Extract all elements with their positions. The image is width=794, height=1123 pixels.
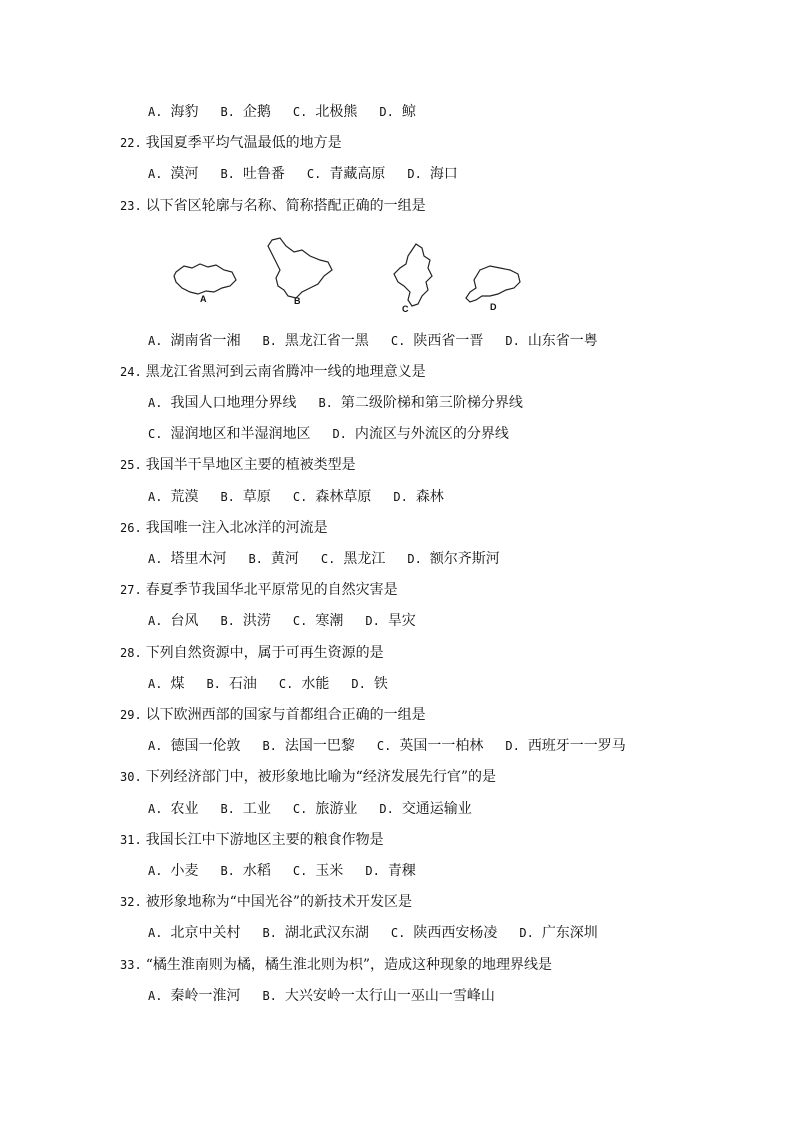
q23-options [148, 331, 620, 351]
option: B. 工业 [220, 801, 271, 817]
option: D. 山东省一粤 [505, 333, 598, 349]
option: A. 秦岭一淮河 [148, 988, 241, 1004]
option: C. 黑龙江 [320, 551, 386, 567]
option: C. 陕西省一晋 [390, 333, 484, 349]
option: D. 交通运输业 [379, 801, 472, 817]
option: D. 广东深圳 [519, 925, 598, 941]
option: A. 荒漠 [148, 489, 199, 505]
option: A. 海豹 [148, 104, 199, 120]
option: A. 漠河 [148, 166, 199, 182]
option: B. 黑龙江省一黑 [262, 333, 369, 349]
q25-options [148, 487, 466, 507]
question-32: 32. 被形象地称为“中国光谷”的新技术开发区是 [120, 894, 413, 910]
option: D. 森林 [393, 489, 444, 505]
option: B. 法国一巴黎 [262, 738, 355, 754]
q24-options-row2 [148, 424, 531, 444]
option: B. 企鹅 [220, 104, 271, 120]
option: D. 铁 [351, 676, 388, 692]
option: A. 湖南省一湘 [148, 333, 241, 349]
question-22: 22. 我国夏季平均气温最低的地方是 [120, 135, 342, 151]
q31-options [148, 861, 438, 881]
option: C. 旅游业 [292, 801, 358, 817]
q21-options [148, 102, 438, 122]
question-25: 25. 我国半干旱地区主要的植被类型是 [120, 457, 356, 473]
question-26: 26. 我国唯一注入北冰洋的河流是 [120, 520, 328, 536]
question-29: 29. 以下欧洲西部的国家与首都组合正确的一组是 [120, 707, 426, 723]
province-outline-d: D [460, 262, 524, 310]
option: C. 北极熊 [292, 104, 358, 120]
q32-options [148, 923, 620, 943]
question-33: 33. “橘生淮南则为橘，橘生淮北则为枳”，造成这种现象的地理界线是 [120, 957, 553, 973]
question-30: 30. 下列经济部门中，被形象地比喻为“经济发展先行官”的是 [120, 769, 497, 785]
option: B. 大兴安岭一太行山一巫山一雪峰山 [262, 988, 495, 1004]
option: C. 陕西西安杨凌 [390, 925, 498, 941]
q29-options [148, 736, 648, 756]
option: A. 塔里木河 [148, 551, 227, 567]
province-outline-b: B [262, 236, 336, 306]
option: D. 鲸 [379, 104, 416, 120]
option: B. 吐鲁番 [220, 166, 285, 182]
question-23: 23. 以下省区轮廓与名称、简称搭配正确的一组是 [120, 198, 426, 214]
q26-options [148, 549, 522, 569]
province-outline-a: A [170, 258, 242, 308]
option: D. 青稞 [365, 863, 416, 879]
q27-options [148, 611, 438, 631]
option: B. 草原 [220, 489, 271, 505]
q22-options [148, 164, 480, 184]
question-31: 31. 我国长江中下游地区主要的粮食作物是 [120, 832, 384, 848]
option: B. 黄河 [248, 551, 299, 567]
option: D. 西班牙一一罗马 [505, 738, 626, 754]
option: C. 玉米 [292, 863, 344, 879]
option: A. 北京中关村 [148, 925, 241, 941]
option: D. 内流区与外流区的分界线 [332, 426, 509, 442]
option: A. 台风 [148, 613, 199, 629]
question-24: 24. 黑龙江省黑河到云南省腾冲一线的地理意义是 [120, 364, 426, 380]
q30-options [148, 799, 494, 819]
q33-options [148, 986, 517, 1006]
option: C. 英国一一柏林 [376, 738, 484, 754]
option: C. 湿润地区和半湿润地区 [148, 426, 311, 442]
option: C. 水能 [278, 676, 330, 692]
option: A. 德国一伦敦 [148, 738, 241, 754]
option: D. 旱灾 [365, 613, 416, 629]
option: A. 农业 [148, 801, 199, 817]
q24-options-row1 [148, 393, 545, 413]
option: C. 青藏高原 [306, 166, 386, 182]
option: A. 我国人口地理分界线 [148, 395, 297, 411]
province-outline-c: C [388, 242, 438, 312]
option: B. 石油 [206, 676, 257, 692]
option: C. 森林草原 [292, 489, 372, 505]
option: A. 煤 [148, 676, 185, 692]
question-28: 28. 下列自然资源中，属于可再生资源的是 [120, 645, 384, 661]
option: B. 洪涝 [220, 613, 271, 629]
question-27: 27. 春夏季节我国华北平原常见的自然灾害是 [120, 582, 398, 598]
option: C. 寒潮 [292, 613, 344, 629]
option: D. 额尔齐斯河 [407, 551, 500, 567]
q28-options [148, 674, 410, 694]
option: B. 水稻 [220, 863, 271, 879]
option: B. 湖北武汉东湖 [262, 925, 369, 941]
province-outline-c-icon [388, 242, 438, 312]
option: A. 小麦 [148, 863, 199, 879]
option: D. 海口 [407, 166, 458, 182]
option: B. 第二级阶梯和第三阶梯分界线 [318, 395, 523, 411]
